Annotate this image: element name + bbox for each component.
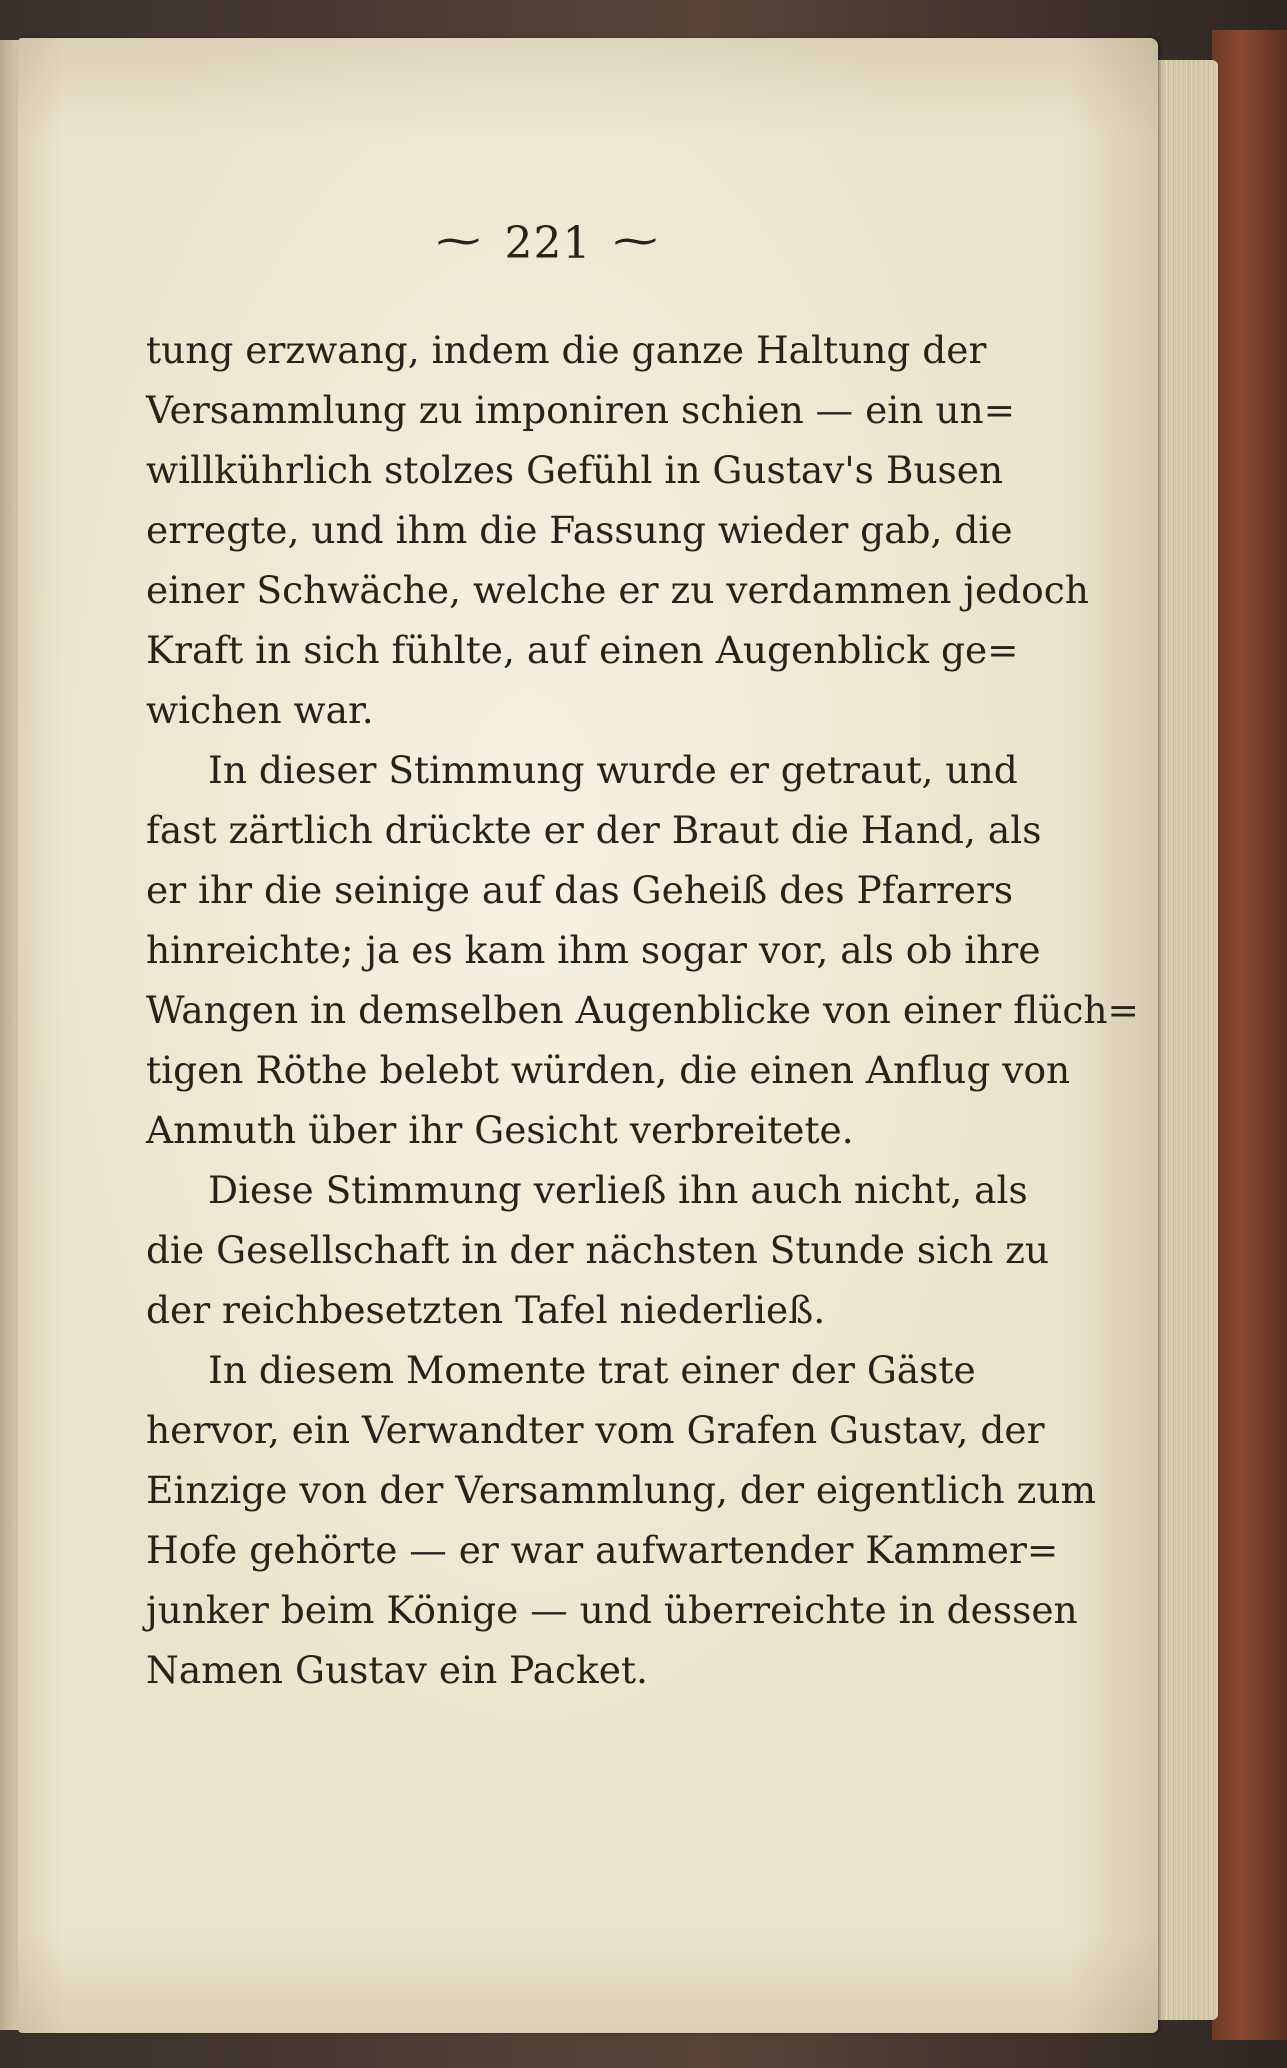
- text-line: wichen war.: [146, 688, 374, 732]
- text-line: Wangen in demselben Augenblicke von einer flüch=: [146, 988, 1139, 1032]
- flourish-right: ~: [609, 218, 665, 264]
- text-line: einer Schwäche, welche er zu verdammen jedoch: [146, 568, 1089, 612]
- text-line: Diese Stimmung verließ ihn auch nicht, als: [208, 1168, 1028, 1212]
- text-line: Einzige von der Versammlung, der eigentlich zum: [146, 1468, 1097, 1512]
- text-line: willkührlich stolzes Gefühl in Gustav's Busen: [146, 448, 1004, 492]
- paragraph: [146, 740, 1139, 1160]
- text-line: tung erzwang, indem die ganze Haltung der: [146, 328, 987, 372]
- text-line: Hofe gehörte — er war aufwartender Kammer=: [146, 1528, 1059, 1572]
- text-line: fast zärtlich drückte er der Braut die Hand, als: [146, 808, 1042, 852]
- paragraph: [146, 320, 1089, 740]
- text-line: hinreichte; ja es kam ihm sogar vor, als ob ihre: [146, 928, 1041, 972]
- text-line: Namen Gustav ein Packet.: [146, 1648, 648, 1692]
- page-number: 221: [504, 218, 592, 269]
- paragraph: [146, 1340, 1097, 1700]
- text-line: hervor, ein Verwandter vom Grafen Gustav, der: [146, 1408, 1045, 1452]
- text-line: In dieser Stimmung wurde er getraut, und: [208, 748, 1018, 792]
- book-spine-cover: [1212, 30, 1287, 2040]
- book-page: [18, 38, 1158, 2033]
- page-header: [18, 218, 1078, 269]
- paragraph: [146, 1160, 1050, 1340]
- text-line: er ihr die seinige auf das Geheiß des Pfarrers: [146, 868, 1014, 912]
- text-line: Anmuth über ihr Gesicht verbreitete.: [146, 1108, 854, 1152]
- text-line: Kraft in sich fühlte, auf einen Augenblick ge=: [146, 628, 1019, 672]
- text-line: die Gesellschaft in der nächsten Stunde sich zu: [146, 1228, 1050, 1272]
- text-line: In diesem Momente trat einer der Gäste: [208, 1348, 976, 1392]
- text-line: tigen Röthe belebt würden, die einen Anflug von: [146, 1048, 1071, 1092]
- text-line: junker beim Könige — und überreichte in dessen: [146, 1588, 1078, 1632]
- page-text: [146, 320, 1139, 1700]
- text-line: der reichbesetzten Tafel niederließ.: [146, 1288, 826, 1332]
- text-line: erregte, und ihm die Fassung wieder gab, die: [146, 508, 1013, 552]
- flourish-left: ~: [431, 218, 487, 264]
- text-line: Versammlung zu imponiren schien — ein un=: [146, 388, 1016, 432]
- page-fore-edge: [1150, 60, 1218, 2020]
